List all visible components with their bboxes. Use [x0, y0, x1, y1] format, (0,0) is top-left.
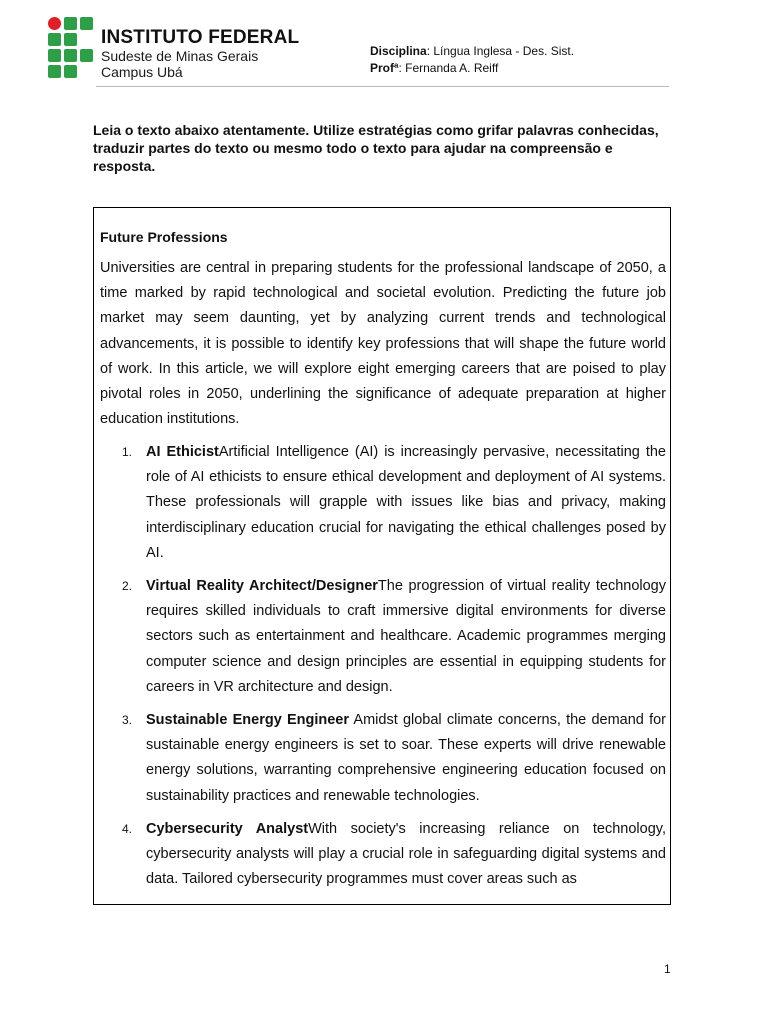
teacher-value: : Fernanda A. Reiff [398, 61, 499, 75]
item-heading: Sustainable Energy Engineer [146, 712, 350, 729]
list-item [94, 708, 671, 809]
teacher-line [370, 61, 498, 75]
professions-list [94, 440, 671, 900]
institution-name: INSTITUTO FEDERAL [101, 27, 300, 48]
logo-square [80, 17, 93, 30]
discipline-value: : Língua Inglesa - Des. Sist. [426, 44, 575, 58]
item-body: The progression of virtual reality technology requires skilled individuals to craft immersive digital environments for diverse sectors such as entertainment and healthcare. Academic programmes merging computer science and design principles are essential in equipping students for careers in VR architecture and design. [146, 578, 666, 695]
header-divider [96, 86, 669, 87]
article-title: Future Professions [100, 229, 228, 245]
item-number: 1. [122, 445, 133, 459]
item-number: 3. [122, 713, 133, 728]
logo-square [48, 33, 61, 46]
item-text [146, 708, 666, 809]
item-heading: AI Ethicist [146, 444, 219, 460]
campus-line-1: Sudeste de Minas Gerais [101, 48, 259, 64]
logo-red-circle [48, 17, 61, 30]
list-item [94, 817, 671, 893]
discipline-label: Disciplina [370, 44, 427, 58]
item-text [146, 440, 666, 566]
item-body: Amidst global climate concerns, the demand for sustainable energy engineers is set to soar. These experts will drive renewable energy solutions, warranting comprehensive engineering education focused on sustainability practices and renewable technologies. [146, 712, 666, 804]
item-text [146, 817, 666, 893]
logo-square [80, 49, 93, 62]
item-number: 4. [122, 821, 133, 836]
institution-logo [48, 17, 95, 75]
logo-square [48, 65, 61, 78]
campus-line-2: Campus Ubá [101, 64, 183, 80]
instructions: Leia o texto abaixo atentamente. Utilize estratégias como grifar palavras conhecidas, traduzir partes do texto ou mesmo todo o texto para ajudar na compreensão e resposta. [93, 122, 659, 174]
page-number: 1 [664, 962, 671, 976]
logo-square [64, 17, 77, 30]
logo-square [64, 49, 77, 62]
article-intro: Universities are central in preparing students for the professional landscape of 2050, a time marked by rapid technological and societal evolution. Predicting the future job market may seem daunting, yet by analyzing current trends and technological advancements, it is possible to identify key professions that will shape the future world of work. In this article, we will explore eight emerging careers that are poised to play pivotal roles in 2050, underlining the significance of adequate preparation at higher education institutions. [100, 260, 666, 428]
item-body: Artificial Intelligence (AI) is increasingly pervasive, necessitating the role of AI ethicists to ensure ethical development and deployment of AI systems. These professionals will grapple with issues like bias and privacy, making interdisciplinary education crucial for navigating the ethical challenges posed by AI. [146, 444, 666, 561]
discipline-line [370, 44, 574, 58]
item-number: 2. [122, 579, 133, 594]
item-heading: Cybersecurity Analyst [146, 820, 309, 837]
list-item [94, 440, 671, 566]
item-heading: Virtual Reality Architect/Designer [146, 578, 378, 595]
list-item [94, 574, 671, 700]
teacher-label: Profª [370, 61, 399, 75]
logo-square [48, 49, 61, 62]
logo-square [64, 65, 77, 78]
logo-square [64, 33, 77, 46]
item-text [146, 574, 666, 700]
item-body: With society's increasing reliance on technology, cybersecurity analysts will play a crucial role in safeguarding digital systems and data. Tailored cybersecurity programmes must cover areas such as [146, 820, 666, 888]
article-box [93, 207, 671, 905]
